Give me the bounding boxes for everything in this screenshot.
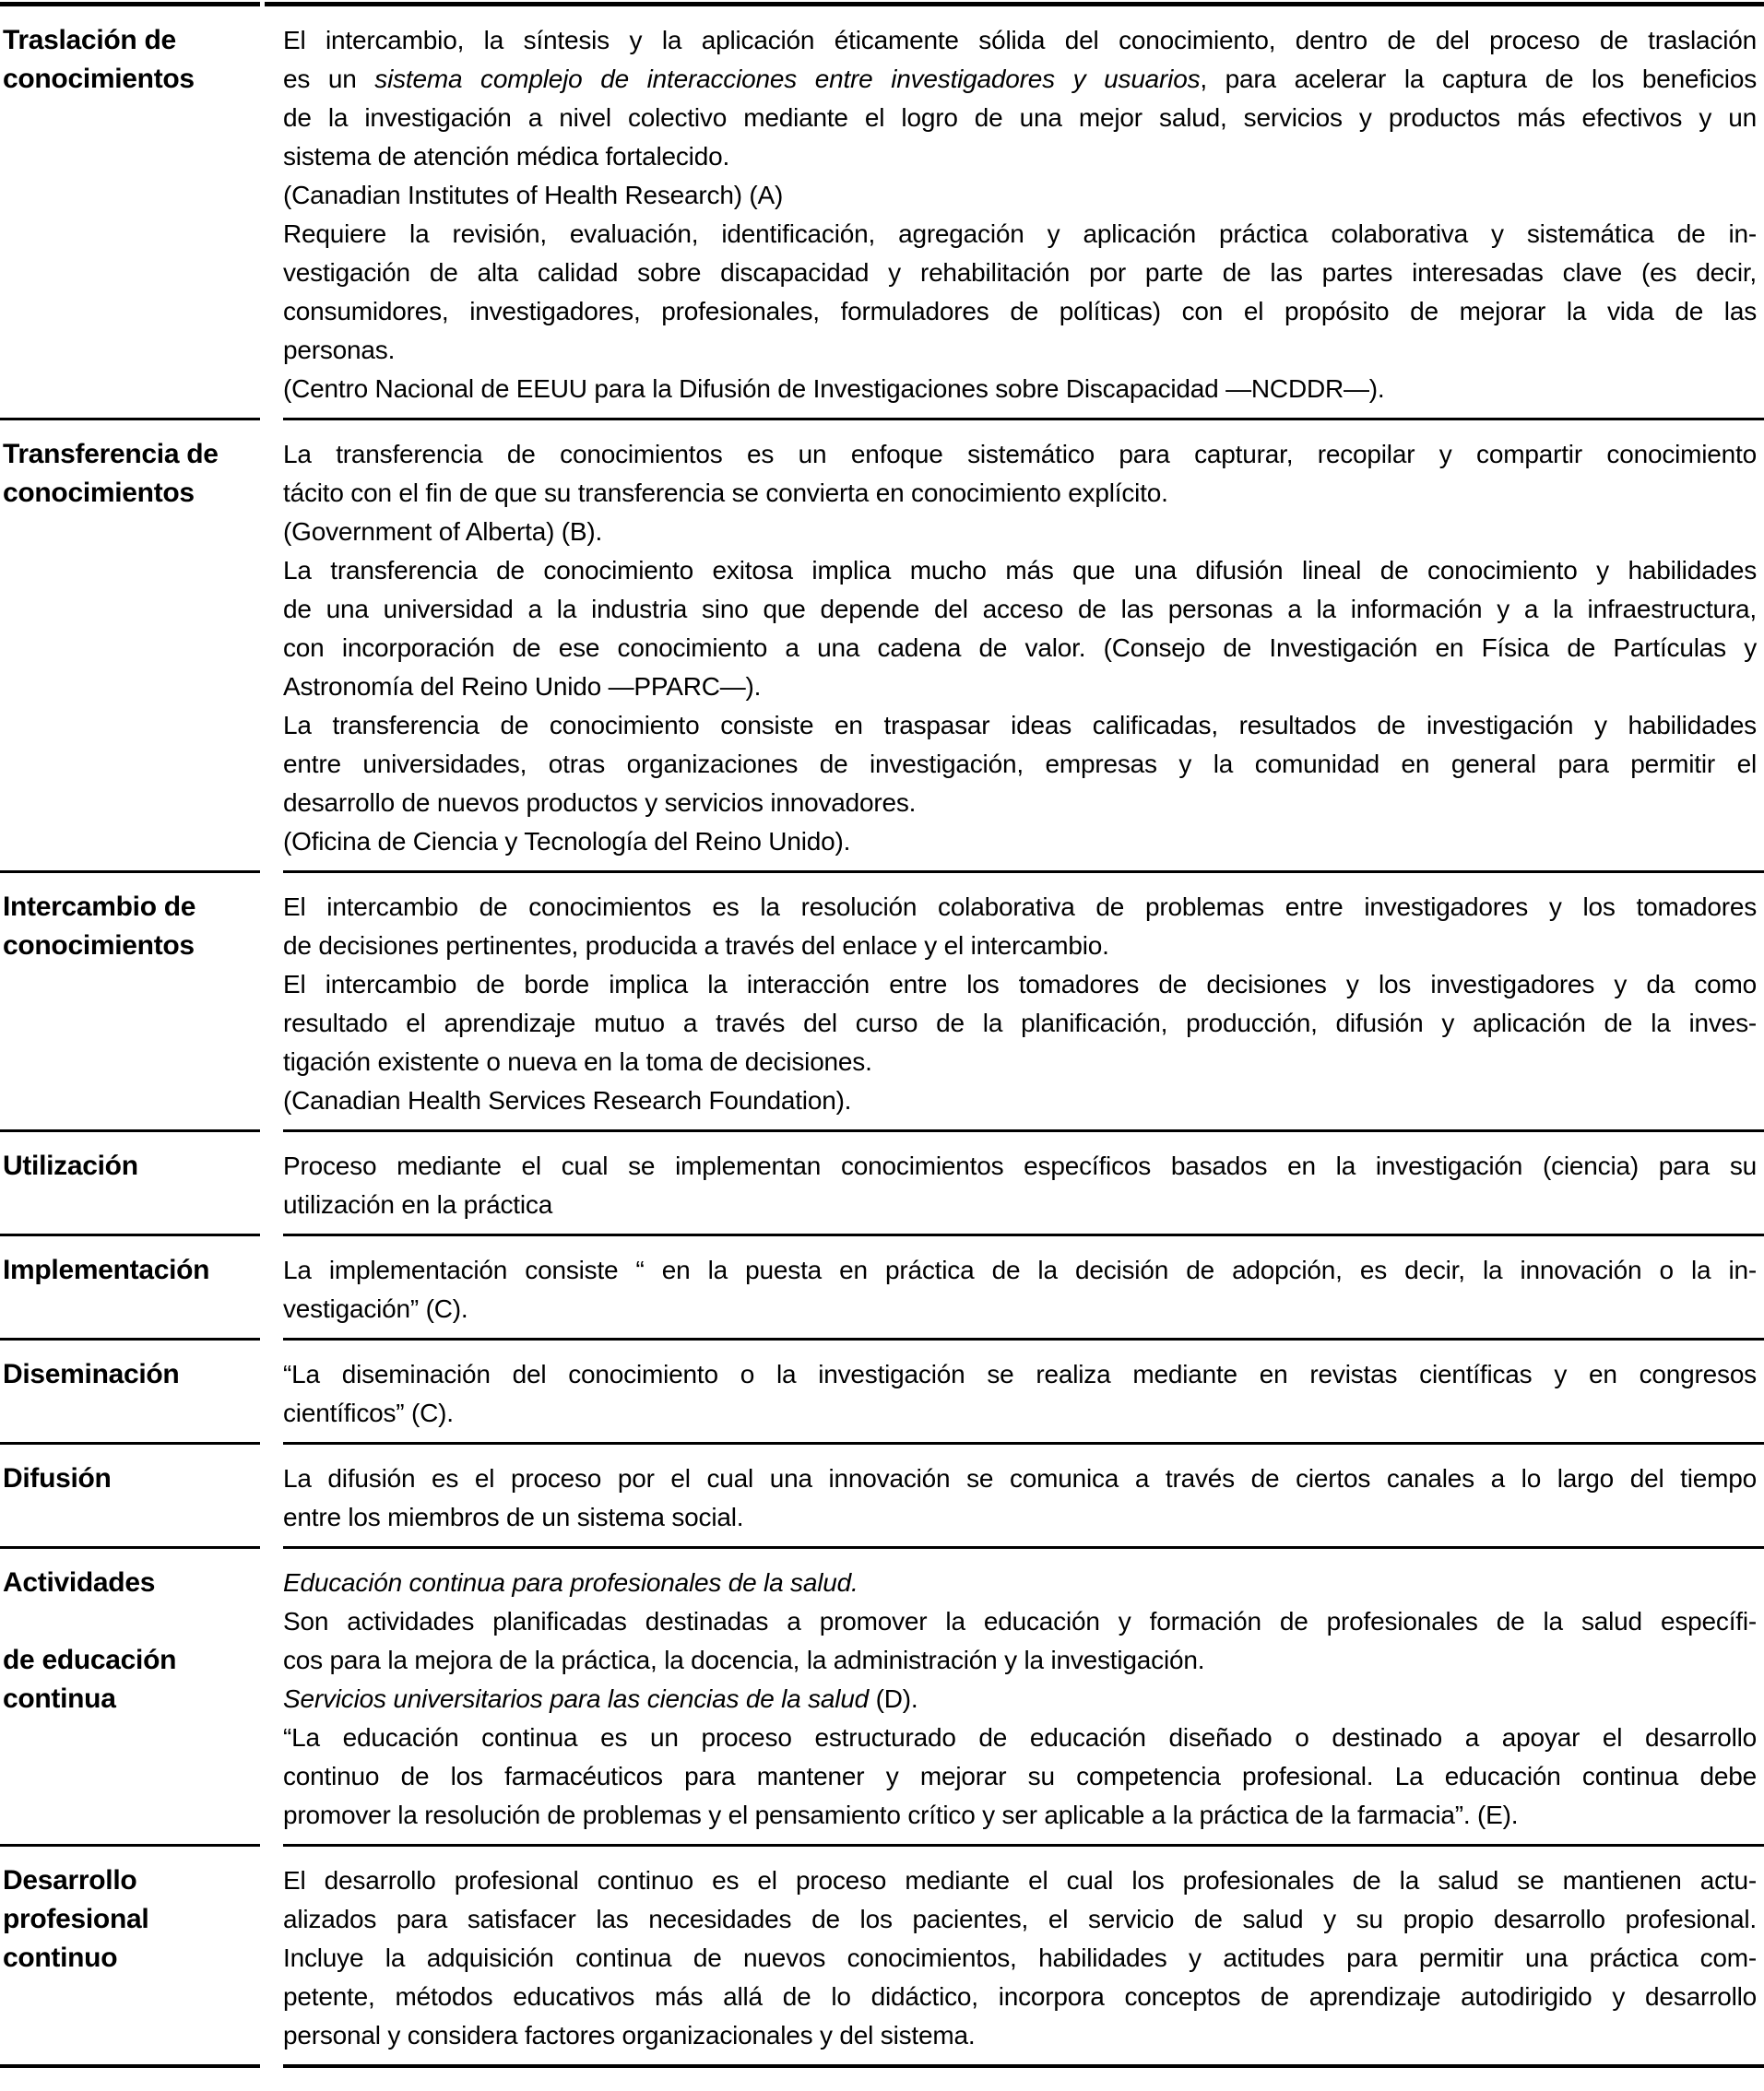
- definition-paragraph: [283, 1564, 1757, 1602]
- definition-line: El intercambio de borde implica la interacción entre los tomadores de decisiones y los investigadores y da como: [283, 970, 1757, 998]
- text-segment: es un: [283, 65, 375, 93]
- definition-line: cos para la mejora de la práctica, la docencia, la administración y la investigación.: [283, 1646, 1205, 1674]
- definition-line: (Canadian Health Services Research Foundation).: [283, 1086, 852, 1115]
- definition-paragraph: [283, 1251, 1757, 1329]
- definition-line: tácito con el fin de que su transferencia se convierta en conocimiento explícito.: [283, 478, 1168, 507]
- definition-cell: [283, 1147, 1764, 1224]
- term-cell: [0, 1251, 283, 1329]
- table-bottom-rule: [0, 2064, 1764, 2068]
- term-column-rule-segment: [0, 1844, 260, 1847]
- definition-paragraph: [283, 1355, 1757, 1433]
- glossary-row: [0, 1445, 1764, 1546]
- definition-line: alizados para satisfacer las necesidades de los pacientes, el servicio de salud y su propio desarrollo profesional.: [283, 1905, 1757, 1933]
- definition-line: científicos” (C).: [283, 1399, 454, 1427]
- definition-column-rule-segment: [283, 1129, 1764, 1132]
- definition-line: (Oficina de Ciencia y Tecnología del Reino Unido).: [283, 827, 851, 856]
- table-top-rule: [0, 2, 1764, 6]
- definition-line: La transferencia de conocimiento exitosa implica mucho más que una difusión lineal de conocimiento y habilidades: [283, 556, 1757, 585]
- term-line: Utilización: [3, 1151, 138, 1181]
- definition-paragraph: [283, 1081, 1757, 1120]
- definition-line: con incorporación de ese conocimiento a una cadena de valor. (Consejo de Investigación en Física de Partículas y: [283, 633, 1757, 662]
- definition-paragraph: [283, 435, 1757, 513]
- glossary-row: [0, 1132, 1764, 1234]
- definition-line: “La educación continua es un proceso estructurado de educación diseñado o destinado a apoyar el desarrollo: [283, 1723, 1757, 1752]
- term-line: conocimientos: [3, 478, 195, 508]
- definition-line: “La diseminación del conocimiento o la investigación se realiza mediante en revistas científicas y en congresos: [283, 1360, 1757, 1388]
- glossary-row: [0, 1341, 1764, 1442]
- definition-line: [283, 1564, 1757, 1602]
- definition-line: promover la resolución de problemas y el pensamiento crítico y ser aplicable a la práctica de la farmacia”. (E).: [283, 1801, 1519, 1829]
- glossary-row: [0, 1236, 1764, 1338]
- definition-paragraph: [283, 551, 1757, 706]
- definition-line: El intercambio de conocimientos es la resolución colaborativa de problemas entre investigadores y los tomadores: [283, 892, 1757, 921]
- glossary-row: [0, 1549, 1764, 1844]
- text-segment: (D).: [869, 1684, 918, 1713]
- definition-line: personal y considera factores organizacionales y del sistema.: [283, 2021, 976, 2050]
- glossary-row: [0, 1847, 1764, 2064]
- definition-column-rule-segment: [283, 418, 1764, 420]
- term-line: Implementación: [3, 1255, 210, 1285]
- definition-line: entre universidades, otras organizaciones de investigación, empresas y la comunidad en general para permitir el: [283, 750, 1757, 778]
- definition-line: Incluye la adquisición continua de nuevos conocimientos, habilidades y actitudes para permitir una práctica com-: [283, 1943, 1757, 1972]
- definition-line: vestigación” (C).: [283, 1294, 468, 1323]
- definition-column-rule-segment: [265, 2, 1764, 6]
- definition-line: (Government of Alberta) (B).: [283, 517, 603, 546]
- text-segment: , para acelerar la captura de los beneficios: [1200, 65, 1758, 93]
- term-line: Difusión: [3, 1463, 112, 1494]
- definition-line: utilización en la práctica: [283, 1190, 553, 1219]
- definition-cell: [283, 1564, 1764, 1835]
- definition-column-rule-segment: [283, 2064, 1764, 2068]
- term-line: Diseminación: [3, 1359, 180, 1389]
- term-column-rule-segment: [0, 1546, 260, 1549]
- definition-line: personas.: [283, 336, 396, 364]
- definition-line: desarrollo de nuevos productos y servicios innovadores.: [283, 788, 917, 817]
- term-line: [3, 1602, 265, 1641]
- term-column-rule-segment: [0, 870, 260, 873]
- definition-paragraph: [283, 370, 1757, 408]
- definition-paragraph: [283, 513, 1757, 551]
- definition-column-rule-segment: [283, 1546, 1764, 1549]
- definition-column-rule-segment: [283, 1442, 1764, 1445]
- definition-line: de una universidad a la industria sino que depende del acceso de las personas a la información y a la infraestructura,: [283, 595, 1757, 623]
- definition-line: Proceso mediante el cual se implementan conocimientos específicos basados en la investigación (ciencia) para su: [283, 1152, 1757, 1180]
- italic-text-segment: Educación continua para profesionales de la salud.: [283, 1568, 858, 1597]
- term-column-rule-segment: [0, 2064, 260, 2068]
- term-cell: [0, 1564, 283, 1835]
- definition-cell: [283, 1459, 1764, 1537]
- definition-paragraph: [283, 1719, 1757, 1835]
- definition-cell: [283, 1251, 1764, 1329]
- definition-line: consumidores, investigadores, profesionales, formuladores de políticas) con el propósito de mejorar la vida de las: [283, 297, 1757, 325]
- definition-line: de la investigación a nivel colectivo mediante el logro de una mejor salud, servicios y productos más efectivos y un: [283, 103, 1757, 132]
- glossary-row: [0, 6, 1764, 418]
- term-line: de educación: [3, 1645, 177, 1675]
- definition-line: La transferencia de conocimiento consiste en traspasar ideas calificadas, resultados de investigación y habilidades: [283, 711, 1757, 739]
- term-line: conocimientos: [3, 64, 195, 94]
- term-line: continua: [3, 1683, 116, 1714]
- definition-column-rule-segment: [283, 1338, 1764, 1341]
- term-column-rule-segment: [0, 1129, 260, 1132]
- definition-line: continuo de los farmacéuticos para mantener y mejorar su competencia profesional. La educación continua debe: [283, 1762, 1757, 1790]
- term-line: Transferencia de: [3, 439, 219, 469]
- term-column-rule-segment: [0, 418, 260, 420]
- definition-line: Son actividades planificadas destinadas a promover la educación y formación de profesionales de la salud específi-: [283, 1607, 1757, 1636]
- definition-line: [283, 1680, 1757, 1719]
- term-column-rule-segment: [0, 1234, 260, 1236]
- definition-paragraph: [283, 176, 1757, 215]
- definition-line: petente, métodos educativos más allá de lo didáctico, incorpora conceptos de aprendizaje autodirigido y desarrollo: [283, 1982, 1757, 2011]
- definition-column-rule-segment: [283, 1844, 1764, 1847]
- term-line: continuo: [3, 1943, 118, 1973]
- definition-paragraph: [283, 888, 1757, 965]
- glossary-row: [0, 873, 1764, 1129]
- definition-line: (Centro Nacional de EEUU para la Difusión de Investigaciones sobre Discapacidad —NCDDR—).: [283, 374, 1385, 403]
- definition-paragraph: [283, 965, 1757, 1081]
- term-cell: [0, 21, 283, 408]
- term-line: profesional: [3, 1904, 149, 1934]
- definition-line: sistema de atención médica fortalecido.: [283, 142, 730, 171]
- term-column-rule-segment: [0, 2, 260, 6]
- italic-text-segment: Servicios universitarios para las ciencias de la salud: [283, 1684, 870, 1713]
- term-line: Intercambio de: [3, 892, 196, 922]
- definition-column-rule-segment: [283, 870, 1764, 873]
- italic-text-segment: sistema complejo de interacciones entre investigadores y usuarios: [374, 65, 1201, 93]
- term-column-rule-segment: [0, 1442, 260, 1445]
- definition-paragraph: [283, 1147, 1757, 1224]
- definition-line: [283, 60, 1757, 99]
- definition-paragraph: [283, 1459, 1757, 1537]
- definition-paragraph: [283, 1861, 1757, 2055]
- definition-line: La difusión es el proceso por el cual una innovación se comunica a través de ciertos canales a lo largo del tiempo: [283, 1464, 1757, 1493]
- definition-column-rule-segment: [283, 1234, 1764, 1236]
- definition-paragraph: [283, 21, 1757, 176]
- definition-line: Requiere la revisión, evaluación, identificación, agregación y aplicación práctica colaborativa y sistemática de in-: [283, 219, 1757, 248]
- term-cell: [0, 888, 283, 1120]
- definition-cell: [283, 1355, 1764, 1433]
- term-line: Actividades: [3, 1567, 156, 1598]
- definition-paragraph: [283, 215, 1757, 370]
- definition-line: entre los miembros de un sistema social.: [283, 1503, 744, 1531]
- term-line: Traslación de: [3, 25, 176, 55]
- term-line: conocimientos: [3, 930, 195, 961]
- definition-line: (Canadian Institutes of Health Research) (A): [283, 181, 784, 209]
- term-cell: [0, 435, 283, 861]
- term-cell: [0, 1355, 283, 1433]
- definition-line: La transferencia de conocimientos es un enfoque sistemático para capturar, recopilar y compartir conocimiento: [283, 440, 1757, 468]
- term-cell: [0, 1861, 283, 2055]
- term-cell: [0, 1147, 283, 1224]
- definition-line: La implementación consiste “ en la puesta en práctica de la decisión de adopción, es decir, la innovación o la in-: [283, 1256, 1757, 1284]
- definition-line: El desarrollo profesional continuo es el proceso mediante el cual los profesionales de la salud se mantienen actu-: [283, 1866, 1757, 1895]
- term-column-rule-segment: [0, 1338, 260, 1341]
- definition-paragraph: [283, 1602, 1757, 1680]
- term-line: Desarrollo: [3, 1865, 137, 1896]
- definition-line: resultado el aprendizaje mutuo a través del curso de la planificación, producción, difusión y aplicación de la inves-: [283, 1009, 1757, 1037]
- definition-line: tigación existente o nueva en la toma de decisiones.: [283, 1047, 872, 1076]
- definition-cell: [283, 1861, 1764, 2055]
- definition-cell: [283, 21, 1764, 408]
- term-cell: [0, 1459, 283, 1537]
- definition-paragraph: [283, 706, 1757, 822]
- glossary-row: [0, 420, 1764, 870]
- definition-line: El intercambio, la síntesis y la aplicación éticamente sólida del conocimiento, dentro de del proceso de traslación: [283, 26, 1757, 54]
- definition-paragraph: [283, 1680, 1757, 1719]
- definition-line: Astronomía del Reino Unido —PPARC—).: [283, 672, 762, 701]
- definition-line: de decisiones pertinentes, producida a través del enlace y el intercambio.: [283, 931, 1109, 960]
- definition-cell: [283, 888, 1764, 1120]
- definition-line: vestigación de alta calidad sobre discapacidad y rehabilitación por parte de las partes interesadas clave (es decir,: [283, 258, 1757, 287]
- definition-paragraph: [283, 822, 1757, 861]
- definition-cell: [283, 435, 1764, 861]
